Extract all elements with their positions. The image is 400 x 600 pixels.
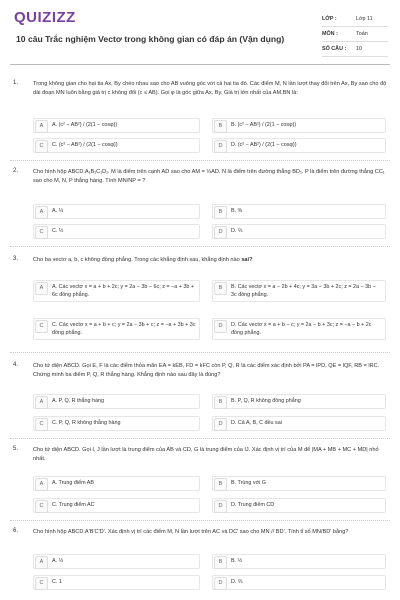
option-text: B. Trùng với G xyxy=(231,480,266,486)
meta-value: Toán xyxy=(356,31,368,37)
option-c[interactable] xyxy=(33,138,200,153)
option-badge: A xyxy=(35,396,48,409)
option-text: A. (c² − AB²) / (2(1 − cosφ)) xyxy=(52,122,118,128)
question-divider xyxy=(10,352,390,353)
option-d[interactable] xyxy=(212,498,386,513)
option-text: A. ⅓ xyxy=(52,208,64,214)
question-number: 6. xyxy=(13,528,19,534)
option-badge: C xyxy=(35,577,48,590)
option-text: B. (c² − AB²) / (2(1 − cosφ)) xyxy=(231,122,297,128)
option-badge: C xyxy=(35,320,48,333)
option-a[interactable] xyxy=(33,394,200,409)
question-divider xyxy=(10,246,390,247)
option-b[interactable] xyxy=(212,280,386,302)
option-badge: B xyxy=(214,396,227,409)
option-text: C. 1 xyxy=(52,579,62,585)
option-text: D. (c² − AB²) / (2(1 − cosφ)) xyxy=(231,142,297,148)
question-text-main: Cho ba vectơ a, b, c không đồng phẳng. Trong các khẳng định sau, khẳng định nào xyxy=(33,257,242,263)
meta-value: 10 xyxy=(356,46,362,52)
option-badge: B xyxy=(214,120,227,133)
option-text: D. Các vectơ x = a + b − c; y = 2a − b + 3c; z = −a − b + 2c đồng phẳng. xyxy=(231,322,372,336)
option-text: D. Cả A, B, C đều sai xyxy=(231,420,282,426)
option-b[interactable] xyxy=(212,118,386,133)
option-c[interactable] xyxy=(33,318,200,340)
header-divider xyxy=(10,64,390,65)
meta-value: Lớp 11 xyxy=(356,16,373,22)
option-text: B. ⅜ xyxy=(231,208,243,214)
option-c[interactable] xyxy=(33,224,200,239)
option-badge: D xyxy=(214,500,227,513)
option-badge: C xyxy=(35,418,48,431)
quizizz-logo[interactable]: QUIZIZZ xyxy=(14,9,76,26)
option-a[interactable] xyxy=(33,554,200,569)
option-text: D. Trung điểm CD xyxy=(231,502,275,508)
option-b[interactable] xyxy=(212,394,386,409)
meta-row-count xyxy=(322,42,388,57)
option-a[interactable] xyxy=(33,476,200,491)
meta-label: LỚP : xyxy=(322,16,337,22)
option-badge: C xyxy=(35,500,48,513)
question-number: 3. xyxy=(13,256,19,262)
question-text: Trong không gian cho hai tia Ax, By chéo nhau sao cho AB vuông góc với cả hai tia đó. Các điểm M, N lần lượt thay đổi trên Ax, By sao cho độ dài đoạn MN luôn bằng giá trị c không đổi (c ≤ AB). Gọi φ là góc giữa Ax, By. Giá trị lớn nhất của AM.BN là: xyxy=(33,81,387,96)
option-badge: D xyxy=(214,140,227,153)
option-d[interactable] xyxy=(212,318,386,340)
question-number: 4. xyxy=(13,362,19,368)
option-text: C. Trung điểm AC xyxy=(52,502,95,508)
option-badge: D xyxy=(214,320,227,333)
option-d[interactable] xyxy=(212,138,386,153)
meta-table xyxy=(322,12,388,57)
option-badge: B xyxy=(214,282,227,295)
option-text: A. Trung điểm AB xyxy=(52,480,94,486)
option-c[interactable] xyxy=(33,575,200,590)
option-text: D. ⅔ xyxy=(231,579,243,585)
option-text: A. ⅓ xyxy=(52,558,64,564)
question-text-emphasis: sai? xyxy=(241,257,253,263)
option-text: C. Các vectơ x = a + b + c; y = 2a − 3b + c; z = −a + 3b + 3c đồng phẳng. xyxy=(52,322,196,336)
option-c[interactable] xyxy=(33,416,200,431)
option-d[interactable] xyxy=(212,575,386,590)
question-divider xyxy=(10,520,390,521)
question-number: 5. xyxy=(13,446,19,452)
question-text: Cho tứ diện ABCD. Gọi E, F là các điểm thỏa mãn EA = kEB, FD = kFC còn P, Q, R là các điểm xác định bởi PA = lPD, QE = lQF, RB = lRC. Chứng minh ba điểm P, Q, R thẳng hàng. Khẳng định nào sau đây là đúng? xyxy=(33,363,380,378)
option-badge: A xyxy=(35,120,48,133)
question-text: Cho tứ diện ABCD. Gọi I, J lần lượt là trung điểm của AB và CD, G là trung điểm của IJ. Xác định vị trí của M để |MA + MB + MC + MD| nhỏ nhất. xyxy=(33,447,379,462)
option-d[interactable] xyxy=(212,224,386,239)
option-badge: B xyxy=(214,206,227,219)
option-b[interactable] xyxy=(212,204,386,219)
option-text: C. P, Q, R không thẳng hàng xyxy=(52,420,121,426)
option-a[interactable] xyxy=(33,204,200,219)
option-text: B. ½ xyxy=(231,558,243,564)
question-text xyxy=(33,256,388,265)
option-text: C. ½ xyxy=(52,228,64,234)
option-b[interactable] xyxy=(212,476,386,491)
option-b[interactable] xyxy=(212,554,386,569)
meta-row-class xyxy=(322,12,388,27)
question-number: 1. xyxy=(13,80,19,86)
page-title: 10 câu Trắc nghiệm Vectơ trong không gian có đáp án (Vận dụng) xyxy=(16,34,285,44)
option-badge: A xyxy=(35,556,48,569)
option-text: A. Các vectơ x = a + b + 2c; y = 2a − 3b − 6c; z = −a + 3b + 6c đồng phẳng. xyxy=(52,284,194,298)
option-badge: B xyxy=(214,478,227,491)
option-badge: C xyxy=(35,226,48,239)
meta-label: MÔN : xyxy=(322,31,338,37)
question-divider xyxy=(10,160,390,161)
option-text: D. ⅔ xyxy=(231,228,243,234)
question-divider xyxy=(10,438,390,439)
option-c[interactable] xyxy=(33,498,200,513)
option-a[interactable] xyxy=(33,118,200,133)
option-badge: D xyxy=(214,418,227,431)
meta-label: SỐ CÂU : xyxy=(322,46,347,52)
question-text: Cho hình hộp ABCD.A'B'C'D'. Xác định vị trí các điểm M, N lần lượt trên AC và DC' sao cho MN // BD'. Tính tỉ số MN/BD' bằng? xyxy=(33,529,349,535)
option-text: B. Các vectơ x = a − 2b + 4c; y = 3a − 3b + 2c; z = 2a − 3b − 3c đồng phẳng. xyxy=(231,284,376,298)
question-text: Cho hình hộp ABCD.A₁B₁C₁D₁. M là điểm trên cạnh AD sao cho AM = ⅓AD. N là điểm trên đường thẳng BD₁. P là điểm trên đường thẳng CC₁ sao cho M, N, P thẳng hàng. Tính MN/NP = ? xyxy=(33,169,385,184)
option-badge: A xyxy=(35,206,48,219)
option-badge: D xyxy=(214,226,227,239)
option-text: A. P, Q, R thẳng hàng xyxy=(52,398,105,404)
question-number: 2. xyxy=(13,168,19,174)
option-text: C. (c² − AB²) / (2(1 − cosφ)) xyxy=(52,142,118,148)
option-badge: C xyxy=(35,140,48,153)
option-badge: A xyxy=(35,282,48,295)
meta-row-subject xyxy=(322,27,388,42)
option-badge: D xyxy=(214,577,227,590)
option-d[interactable] xyxy=(212,416,386,431)
option-badge: B xyxy=(214,556,227,569)
option-text: B. P, Q, R không đồng phẳng xyxy=(231,398,301,404)
option-a[interactable] xyxy=(33,280,200,302)
option-badge: A xyxy=(35,478,48,491)
